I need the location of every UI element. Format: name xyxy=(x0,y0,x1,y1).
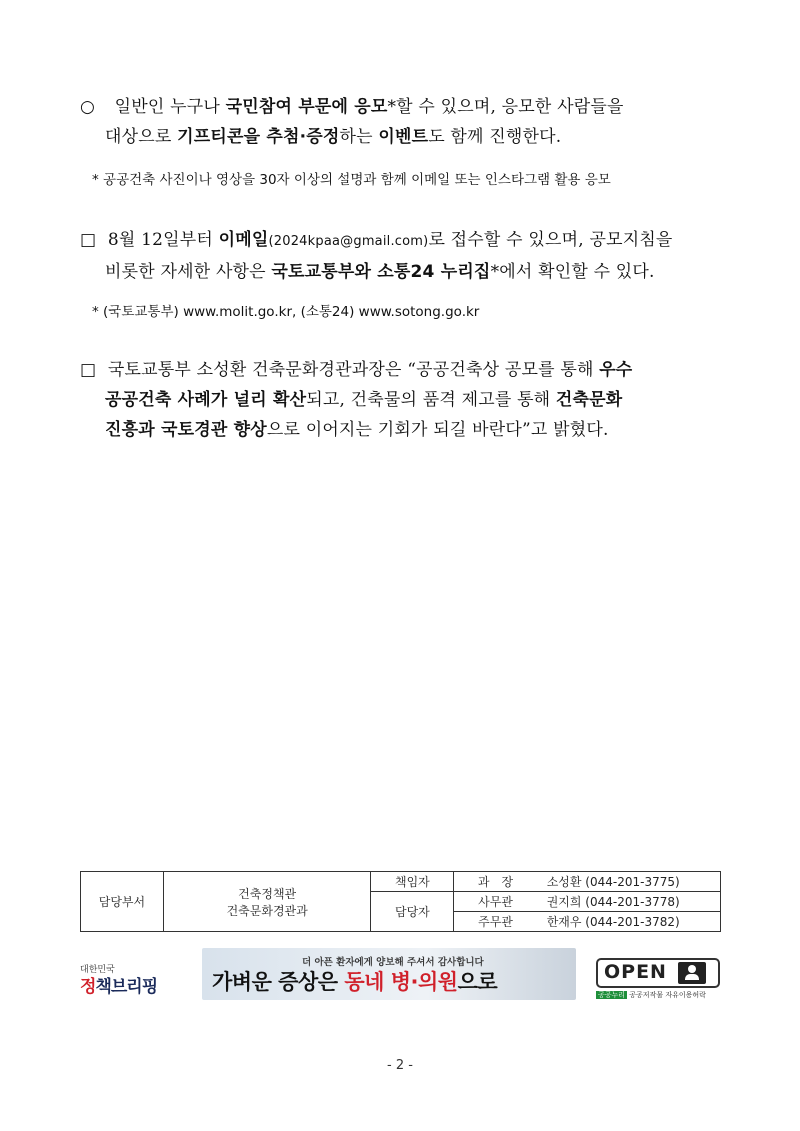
banner-title xyxy=(212,966,497,996)
bold-text: 건축문화 xyxy=(555,390,623,410)
logo-main-text xyxy=(80,972,157,997)
caption-label: 공공누리 xyxy=(598,991,626,999)
dept-label-cell: 담당부서 xyxy=(81,872,164,932)
text: 도 함께 진행한다. xyxy=(428,127,562,147)
bold-text: 이벤트 xyxy=(378,127,429,147)
campaign-banner[interactable] xyxy=(202,948,576,1000)
bold-text: 기프티콘을 추첨·증정 xyxy=(177,127,340,147)
text: 대상으로 xyxy=(105,127,178,147)
open-caption xyxy=(596,990,720,1000)
person-icon xyxy=(678,962,706,984)
paragraph-quote xyxy=(80,355,730,445)
responsible-label-cell: 책임자 xyxy=(371,872,454,892)
caption-text: 공공저작물 자유이용허락 xyxy=(627,991,706,999)
policy-briefing-logo[interactable] xyxy=(80,948,170,1000)
text: 하는 xyxy=(339,127,379,147)
position-cell: 사무관 xyxy=(454,892,537,912)
person-cell: 권지희 (044-201-3778) xyxy=(537,892,721,912)
bold-text: 공공건축 사례가 널리 확산 xyxy=(105,390,307,410)
banner-highlight: 동네 병·의원 xyxy=(344,970,458,994)
logo-small-text: 대한민국 xyxy=(80,965,115,975)
table-row xyxy=(81,872,721,892)
paragraph-line xyxy=(80,122,730,152)
bold-text: 국토교통부와 소통24 누리집 xyxy=(271,262,491,282)
position-cell: 과 장 xyxy=(454,872,537,892)
paragraph-line xyxy=(80,385,730,415)
text: 8월 12일부터 xyxy=(107,230,219,250)
text: 국토교통부 소성환 건축문화경관과장은 “공공건축상 공모를 통해 xyxy=(107,360,600,380)
dept-name: 건축정책관 xyxy=(238,886,297,901)
email-text: (2024kpaa@gmail.com) xyxy=(268,234,429,249)
contact-table xyxy=(80,871,721,932)
logo-rest-text: 책브리핑 xyxy=(95,977,158,997)
text: 로 접수할 수 있으며, 공모지침을 xyxy=(428,230,673,250)
paragraph-line xyxy=(80,257,730,287)
paragraph-submission xyxy=(80,225,730,287)
banner-text: 가벼운 증상은 xyxy=(212,970,345,994)
position-cell: 주무관 xyxy=(454,912,537,932)
open-word: OPEN xyxy=(604,961,667,983)
footnote-websites: * (국토교통부) www.molit.go.kr, (소통24) www.sotong.go.kr xyxy=(92,304,480,320)
bullet-square: □ xyxy=(80,230,97,250)
text: *에서 확인할 수 있다. xyxy=(490,262,655,282)
banner-subtitle: 더 아픈 환자에게 양보해 주셔서 감사합니다 xyxy=(302,957,484,968)
person-cell: 소성환 (044-201-3775) xyxy=(537,872,721,892)
bullet-square: □ xyxy=(80,360,97,380)
text: 되고, 건축물의 품격 제고를 통해 xyxy=(306,390,556,410)
paragraph-line xyxy=(80,415,730,445)
paragraph-participation xyxy=(80,92,730,152)
open-license-badge[interactable] xyxy=(596,948,720,1000)
page-number: - 2 - xyxy=(387,1058,413,1073)
text: 비롯한 자세한 사항은 xyxy=(105,262,272,282)
text: 일반인 누구나 xyxy=(114,97,226,117)
dept-names-cell xyxy=(163,872,371,932)
text: *할 수 있으며, 응모한 사람들을 xyxy=(387,97,624,117)
paragraph-line xyxy=(80,92,730,122)
bold-text: 진흥과 국토경관 향상 xyxy=(105,420,267,440)
bullet-circle: ○ xyxy=(80,97,96,117)
person-cell: 한재우 (044-201-3782) xyxy=(537,912,721,932)
text: 으로 이어지는 기회가 되길 바란다”고 밝혔다. xyxy=(266,420,609,440)
paragraph-line xyxy=(80,355,730,385)
paragraph-line xyxy=(80,225,730,257)
footnote-participation: * 공공건축 사진이나 영상을 30자 이상의 설명과 함께 이메일 또는 인스타그램 활용 응모 xyxy=(92,172,611,188)
bold-text: 우수 xyxy=(599,360,633,380)
staff-label-cell: 담당자 xyxy=(371,892,454,932)
logo-red-char: 정 xyxy=(80,977,96,997)
bold-text: 이메일 xyxy=(218,230,269,250)
bold-text: 국민참여 부문에 응모 xyxy=(225,97,388,117)
banner-text: 으로 xyxy=(457,970,498,994)
dept-name: 건축문화경관과 xyxy=(226,903,308,918)
